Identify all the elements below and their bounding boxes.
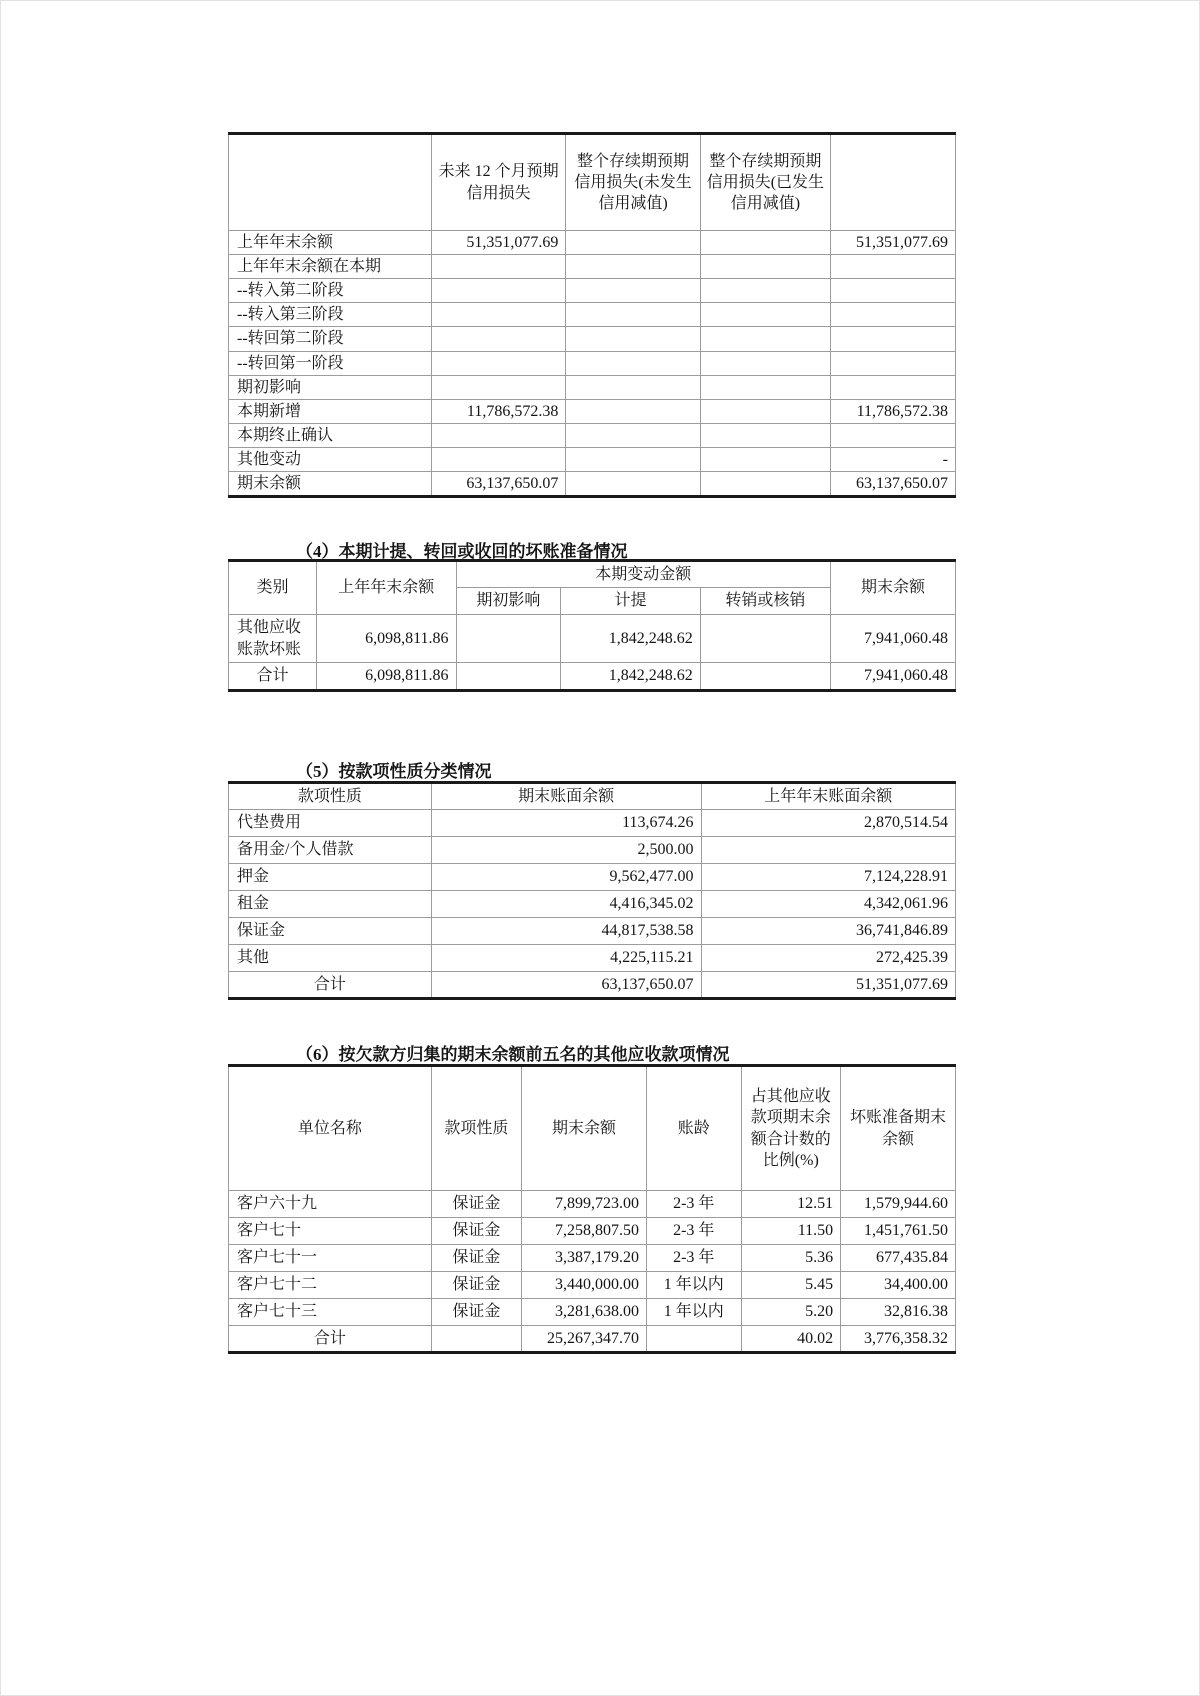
numeric-cell: 5.36 [741,1245,841,1272]
bad-debt-provision-table [228,559,956,692]
numeric-cell [830,351,955,375]
table-row [229,1272,956,1299]
text-cell: 1 年以内 [647,1272,742,1299]
header-cell-lifetime-ecl-not-impaired: 整个存续期预期信用损失(未发生信用减值) [566,134,700,231]
section-6-title: （6）按欠款方归集的期末余额前五名的其他应收款项情况 [296,1045,730,1064]
row-label: --转回第一阶段 [229,351,432,375]
numeric-cell [830,423,955,447]
row-label: 期初影响 [229,375,432,399]
row-label: 客户七十一 [229,1245,432,1272]
numeric-cell: 11,786,572.38 [830,399,955,423]
numeric-cell [700,423,830,447]
table-row [229,891,956,918]
numeric-cell: 677,435.84 [841,1245,956,1272]
table-header-row [229,134,956,231]
numeric-cell: 6,098,811.86 [316,663,456,691]
numeric-cell [700,231,830,255]
numeric-cell [566,399,700,423]
numeric-cell: - [830,447,955,471]
row-label: 备用金/个人借款 [229,837,432,864]
numeric-cell: 51,351,077.69 [830,231,955,255]
numeric-cell: 6,098,811.86 [316,615,456,663]
text-cell: 2-3 年 [647,1191,742,1218]
row-label: 保证金 [229,918,432,945]
table-row [229,945,956,972]
numeric-cell: 11.50 [741,1218,841,1245]
table-header-row [229,561,956,588]
numeric-cell [700,375,830,399]
table-header-row [229,783,956,810]
numeric-cell: 3,387,179.20 [521,1245,646,1272]
expected-credit-loss-table [228,132,956,498]
numeric-cell [830,303,955,327]
header-cell-prev-balance: 上年年末余额 [316,561,456,615]
header-cell-end-balance: 期末余额 [521,1066,646,1191]
numeric-cell: 36,741,846.89 [701,918,955,945]
header-cell-lifetime-ecl-impaired: 整个存续期预期信用损失(已发生信用减值) [700,134,830,231]
numeric-cell [566,279,700,303]
numeric-cell: 7,899,723.00 [521,1191,646,1218]
numeric-cell: 3,440,000.00 [521,1272,646,1299]
row-label: 其他应收账款坏账 [229,615,317,663]
numeric-cell [566,375,700,399]
text-cell: 2-3 年 [647,1218,742,1245]
numeric-cell: 7,941,060.48 [830,663,955,691]
numeric-cell: 3,776,358.32 [841,1326,956,1353]
numeric-cell: 4,416,345.02 [431,891,701,918]
text-cell: 保证金 [431,1218,521,1245]
numeric-cell [700,303,830,327]
row-label: --转入第三阶段 [229,303,432,327]
row-label: 客户七十二 [229,1272,432,1299]
numeric-cell: 7,941,060.48 [830,615,955,663]
row-label: 客户七十三 [229,1299,432,1326]
table-row [229,351,956,375]
table-row [229,864,956,891]
text-cell: 保证金 [431,1191,521,1218]
table-header-row [229,1066,956,1191]
numeric-cell [566,303,700,327]
table-row [229,423,956,447]
section-5-title: （5）按款项性质分类情况 [296,762,492,781]
numeric-cell: 44,817,538.58 [431,918,701,945]
text-cell: 保证金 [431,1245,521,1272]
numeric-cell [431,327,565,351]
row-label: --转回第二阶段 [229,327,432,351]
row-label: 上年年末余额 [229,231,432,255]
row-label: 本期终止确认 [229,423,432,447]
numeric-cell [700,327,830,351]
row-label: 押金 [229,864,432,891]
row-label: 合计 [229,972,432,999]
row-label: 代垫费用 [229,810,432,837]
numeric-cell [700,615,830,663]
table-row [229,327,956,351]
table-total-row [229,972,956,999]
numeric-cell [456,663,561,691]
table-row [229,255,956,279]
numeric-cell [431,423,565,447]
numeric-cell [431,375,565,399]
header-cell-end-balance: 期末余额 [830,561,955,615]
numeric-cell: 32,816.38 [841,1299,956,1326]
numeric-cell: 51,351,077.69 [701,972,955,999]
section-4-title: （4）本期计提、转回或收回的坏账准备情况 [296,542,628,561]
table-row [229,1299,956,1326]
table-row [229,1218,956,1245]
header-cell-aging: 账龄 [647,1066,742,1191]
numeric-cell: 12.51 [741,1191,841,1218]
numeric-cell [701,837,955,864]
numeric-cell [566,255,700,279]
numeric-cell: 51,351,077.69 [431,231,565,255]
table-row [229,1191,956,1218]
numeric-cell: 40.02 [741,1326,841,1353]
header-cell-unit-name: 单位名称 [229,1066,432,1191]
table-row [229,279,956,303]
text-cell: 保证金 [431,1272,521,1299]
numeric-cell [431,351,565,375]
numeric-cell: 1,842,248.62 [561,663,701,691]
numeric-cell: 5.45 [741,1272,841,1299]
numeric-cell [700,279,830,303]
numeric-cell: 3,281,638.00 [521,1299,646,1326]
numeric-cell: 272,425.39 [701,945,955,972]
row-label: 租金 [229,891,432,918]
numeric-cell [566,327,700,351]
table-row [229,399,956,423]
numeric-cell [700,399,830,423]
numeric-cell [700,663,830,691]
header-cell-prev-book-balance: 上年年末账面余额 [701,783,955,810]
text-cell: 2-3 年 [647,1245,742,1272]
numeric-cell: 9,562,477.00 [431,864,701,891]
header-cell-blank [830,134,955,231]
numeric-cell [431,279,565,303]
row-label: 合计 [229,663,317,691]
header-cell-nature: 款项性质 [229,783,432,810]
numeric-cell [456,615,561,663]
numeric-cell [431,447,565,471]
numeric-cell [566,447,700,471]
numeric-cell [431,303,565,327]
table-row [229,1245,956,1272]
numeric-cell: 7,124,228.91 [701,864,955,891]
numeric-cell [566,351,700,375]
numeric-cell: 63,137,650.07 [830,472,955,497]
row-label: 期末余额 [229,472,432,497]
text-cell: 1 年以内 [647,1299,742,1326]
header-cell-initial-impact: 期初影响 [456,588,561,615]
numeric-cell [830,375,955,399]
table-total-row [229,1326,956,1353]
header-cell-end-book-balance: 期末账面余额 [431,783,701,810]
header-cell-bad-debt-end: 坏账准备期末余额 [841,1066,956,1191]
table-row [229,918,956,945]
numeric-cell: 2,870,514.54 [701,810,955,837]
header-cell-12m-ecl: 未来 12 个月预期信用损失 [431,134,565,231]
header-cell-nature: 款项性质 [431,1066,521,1191]
document-content [228,1,956,1695]
header-cell-category: 类别 [229,561,317,615]
numeric-cell [700,255,830,279]
table-row [229,375,956,399]
numeric-cell [431,255,565,279]
row-label: 客户六十九 [229,1191,432,1218]
numeric-cell: 7,258,807.50 [521,1218,646,1245]
row-label: --转入第二阶段 [229,279,432,303]
numeric-cell: 25,267,347.70 [521,1326,646,1353]
table-row [229,615,956,663]
numeric-cell [830,327,955,351]
row-label: 其他变动 [229,447,432,471]
numeric-cell: 11,786,572.38 [431,399,565,423]
numeric-cell: 1,842,248.62 [561,615,701,663]
row-label: 其他 [229,945,432,972]
numeric-cell [700,447,830,471]
numeric-cell: 2,500.00 [431,837,701,864]
header-cell-writeoff: 转销或核销 [700,588,830,615]
numeric-cell [566,231,700,255]
numeric-cell: 63,137,650.07 [431,472,565,497]
numeric-cell [566,472,700,497]
table-row [229,472,956,497]
text-cell [431,1326,521,1353]
numeric-cell: 5.20 [741,1299,841,1326]
row-label: 上年年末余额在本期 [229,255,432,279]
table-row [229,837,956,864]
text-cell: 保证金 [431,1299,521,1326]
numeric-cell: 4,225,115.21 [431,945,701,972]
row-label: 客户七十 [229,1218,432,1245]
numeric-cell [566,423,700,447]
text-cell [647,1326,742,1353]
top-five-debtors-table [228,1064,956,1354]
header-cell-ratio: 占其他应收款项期末余额合计数的比例(%) [741,1066,841,1191]
header-cell-accrual: 计提 [561,588,701,615]
numeric-cell: 113,674.26 [431,810,701,837]
numeric-cell [830,279,955,303]
numeric-cell [700,472,830,497]
numeric-cell: 34,400.00 [841,1272,956,1299]
numeric-cell: 4,342,061.96 [701,891,955,918]
nature-classification-table [228,781,956,1000]
table-row [229,810,956,837]
header-cell-blank [229,134,432,231]
numeric-cell [700,351,830,375]
table-total-row [229,663,956,691]
table-row [229,231,956,255]
numeric-cell: 1,579,944.60 [841,1191,956,1218]
numeric-cell [830,255,955,279]
numeric-cell: 1,451,761.50 [841,1218,956,1245]
row-label: 本期新增 [229,399,432,423]
table-row [229,303,956,327]
numeric-cell: 63,137,650.07 [431,972,701,999]
header-cell-change-group: 本期变动金额 [456,561,830,588]
row-label: 合计 [229,1326,432,1353]
table-row [229,447,956,471]
